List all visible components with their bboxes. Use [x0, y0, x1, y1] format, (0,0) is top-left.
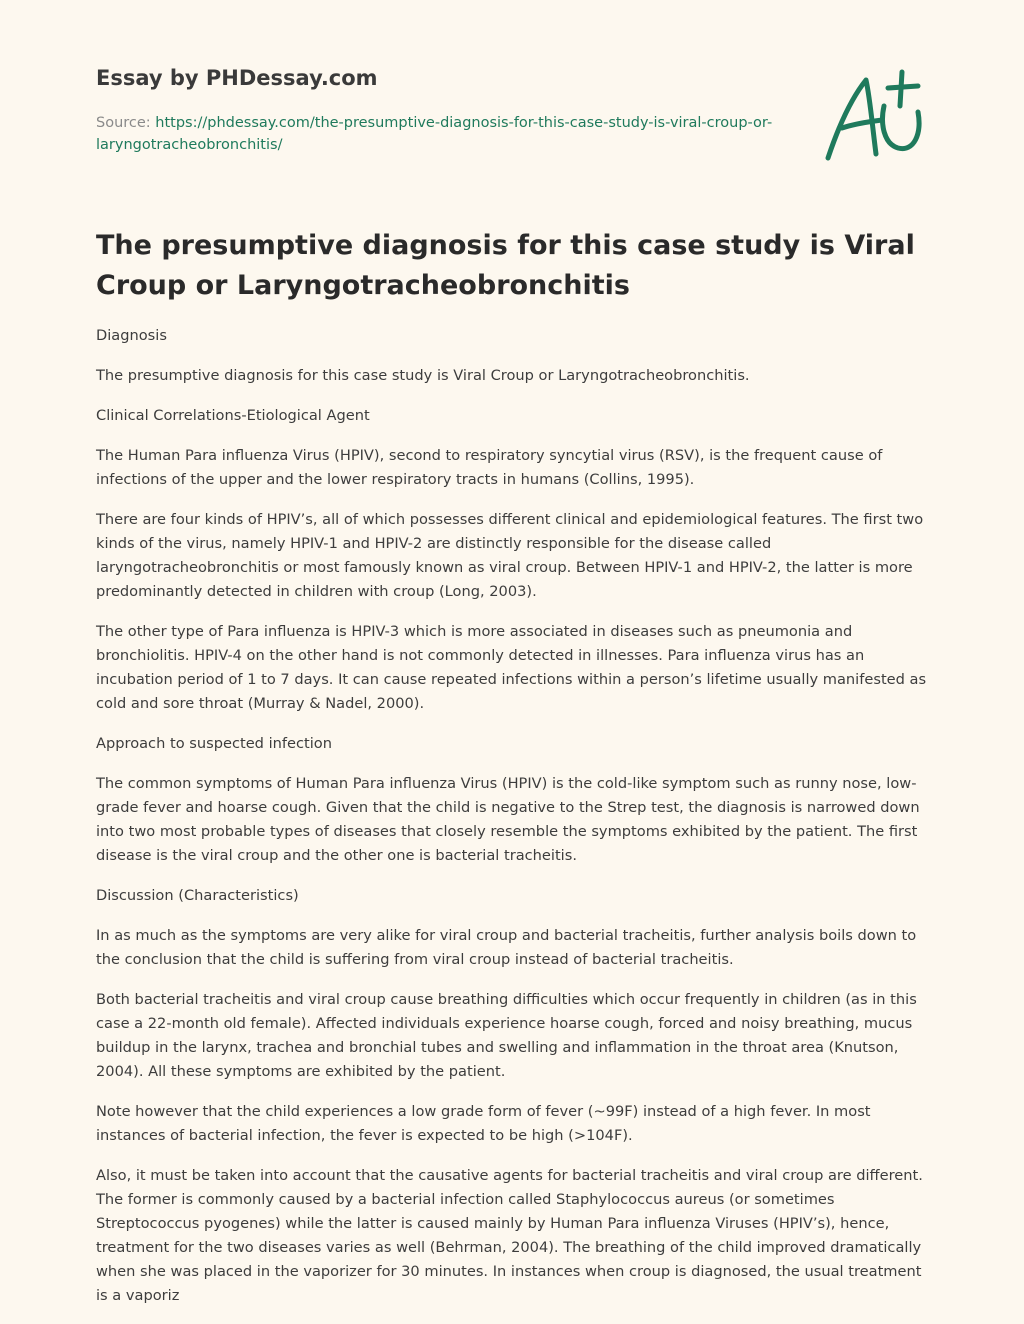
section-heading: Approach to suspected infection — [96, 735, 332, 752]
paragraph: The other type of Para influenza is HPIV-3 which is more associated in diseases such as pneumonia and bronchiolitis. HPIV-4 on the other hand is not commonly detected in illnesses. Para influenza virus has an incubation period of 1 to 7 days. It can cause repeated infections within a person’s lifetime usually manifested as cold and sore throat (Murray & Nadel, 2000). — [96, 623, 927, 712]
source-line — [96, 112, 776, 156]
paragraph: The common symptoms of Human Para influenza Virus (HPIV) is the cold-like symptom such as runny nose, low-grade fever and hoarse cough. Given that the child is negative to the Strep test, the diagnosis is narrowed down into two most probable types of diseases that closely resemble the symptoms exhibited by the patient. The first disease is the viral croup and the other one is bacterial tracheitis. — [96, 775, 920, 864]
paragraph: The Human Para influenza Virus (HPIV), second to respiratory syncytial virus (RSV), is the frequent cause of infections of the upper and the lower respiratory tracts in humans (Collins, 1995). — [96, 447, 883, 488]
section-heading: Discussion (Characteristics) — [96, 887, 299, 904]
article-title: The presumptive diagnosis for this case study is Viral Croup or Laryngotracheobronchitis — [96, 230, 915, 301]
a-plus-logo-icon — [818, 68, 928, 166]
section-heading: Diagnosis — [96, 327, 167, 344]
source-link[interactable]: https://phdessay.com/the-presumptive-diagnosis-for-this-case-study-is-viral-croup-or-laryngotracheobronchitis/ — [96, 115, 773, 153]
paragraph: The presumptive diagnosis for this case study is Viral Croup or Laryngotracheobronchitis. — [96, 367, 750, 384]
paragraph: In as much as the symptoms are very alike for viral croup and bacterial tracheitis, further analysis boils down to the conclusion that the child is suffering from viral croup instead of bacterial tracheitis. — [96, 927, 917, 968]
paragraph: There are four kinds of HPIV’s, all of which possesses different clinical and epidemiological features. The first two kinds of the virus, namely HPIV-1 and HPIV-2 are distinctly responsible for the disease called laryngotracheobronchitis or most famously known as viral croup. Between HPIV-1 and HPIV-2, the latter is more predominantly detected in children with croup (Long, 2003). — [96, 511, 924, 600]
page-header — [96, 64, 776, 156]
article-body — [96, 324, 932, 1324]
paragraph: Both bacterial tracheitis and viral croup cause breathing difficulties which occur frequently in children (as in this case a 22-month old female). Affected individuals experience hoarse cough, forced and noisy breathing, mucus buildup in the larynx, trachea and bronchial tubes and swelling and inflammation in the throat area (Knutson, 2004). All these symptoms are exhibited by the patient. — [96, 991, 917, 1080]
section-heading: Clinical Correlations-Etiological Agent — [96, 407, 370, 424]
site-brand[interactable]: Essay by PHDessay.com — [96, 66, 378, 90]
paragraph: Note however that the child experiences a low grade form of fever (~99F) instead of a high fever. In most instances of bacterial infection, the fever is expected to be high (>104F). — [96, 1103, 871, 1144]
source-label: Source: — [96, 115, 156, 131]
paragraph: Also, it must be taken into account that the causative agents for bacterial tracheitis and viral croup are different. The former is commonly caused by a bacterial infection called Staphylococcus aureus (or sometimes Streptococcus pyogenes) while the latter is caused mainly by Human Para influenza Viruses (HPIV’s), hence, treatment for the two diseases varies as well (Behrman, 2004). The breathing of the child improved dramatically when she was placed in the vaporizer for 30 minutes. In instances when croup is diagnosed, the usual treatment is a vaporiz — [96, 1167, 923, 1304]
